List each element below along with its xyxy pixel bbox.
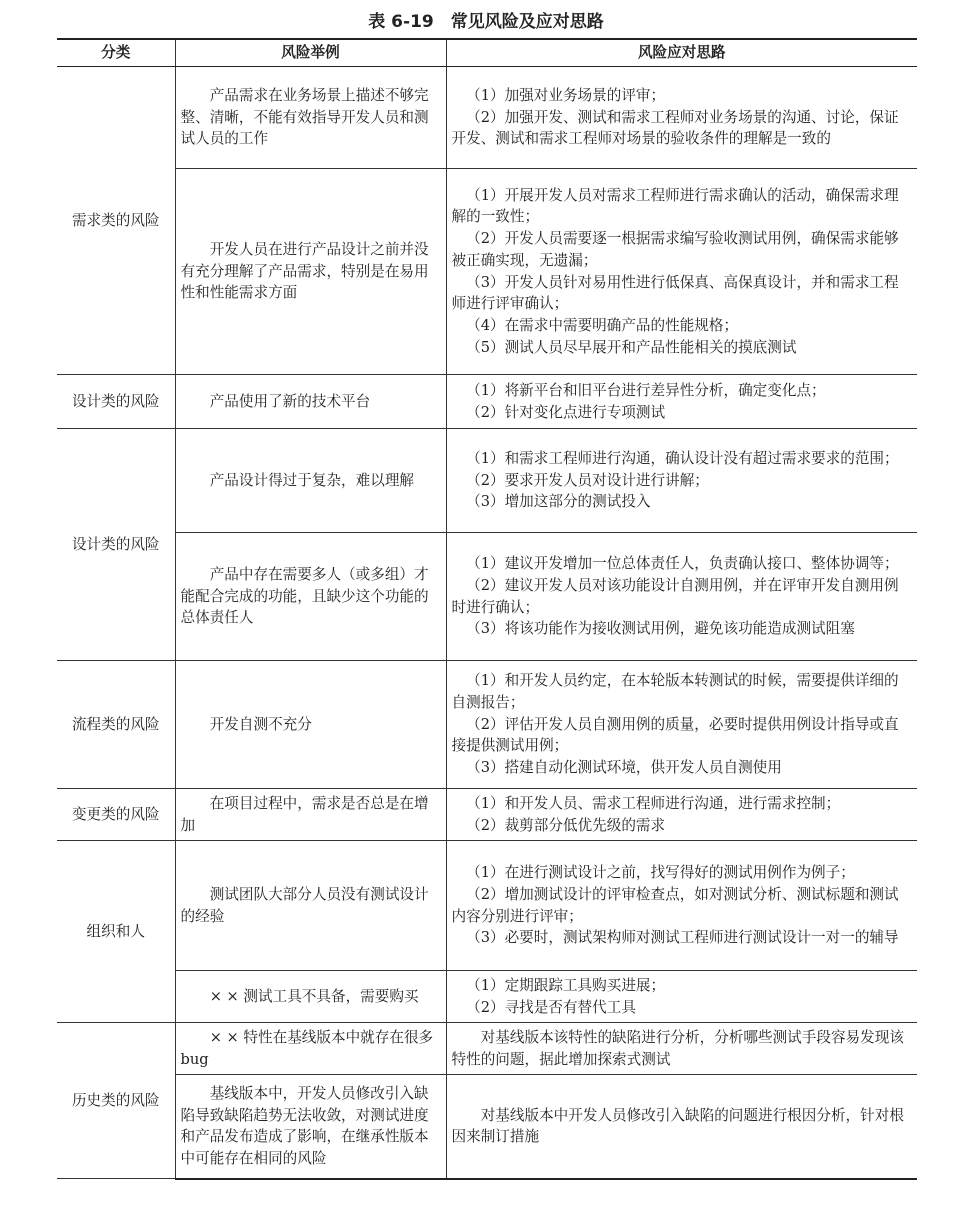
response-item: （2）建议开发人员对该功能设计自测用例，并在评审开发自测用例时进行确认；: [451, 576, 899, 616]
category-cell-history: 历史类的风险: [57, 1023, 175, 1179]
response-item: （1）开展开发人员对需求工程师进行需求确认的活动，确保需求理解的一致性；: [451, 186, 899, 226]
category-cell-design: 设计类的风险: [57, 375, 175, 429]
category-cell-change: 变更类的风险: [57, 789, 175, 841]
risk-example-text: 产品中存在需要多人（或多组）才能配合完成的功能，且缺少这个功能的总体责任人: [180, 565, 429, 627]
risk-response-cell: [446, 841, 917, 971]
table-row: [57, 375, 917, 429]
risk-example-text: 开发人员在进行产品设计之前并没有充分理解了产品需求，特别是在易用性和性能需求方面: [180, 240, 429, 302]
table-row: [57, 67, 917, 169]
table-caption: 表 6-19 常见风险及应对思路: [368, 12, 604, 32]
risk-example-cell: [175, 169, 446, 375]
risk-example-cell: [175, 67, 446, 169]
risk-response-cell: [446, 67, 917, 169]
response-item: （2）要求开发人员对设计进行讲解；: [466, 471, 709, 489]
response-item: （2）评估开发人员自测用例的质量，必要时提供用例设计指导或直接提供测试用例；: [451, 715, 899, 755]
risk-example-text: × × 特性在基线版本中就存在很多 bug: [180, 1028, 434, 1068]
risk-example-text: 基线版本中，开发人员修改引入缺陷导致缺陷趋势无法收敛，对测试进度和产品发布造成了影响，在继承性版本中可能存在相同的风险: [180, 1084, 429, 1167]
response-item: （2）裁剪部分低优先级的需求: [466, 816, 666, 834]
table-row: [57, 429, 917, 533]
response-item: （4）在需求中需要明确产品的性能规格；: [466, 316, 739, 334]
response-item: （1）和开发人员约定，在本轮版本转测试的时候，需要提供详细的自测报告；: [451, 672, 899, 711]
response-item: （1）和需求工程师进行沟通，确认设计没有超过需求要求的范围；: [466, 449, 899, 467]
response-item: （3）增加这部分的测试投入: [466, 493, 651, 511]
response-item: （3）搭建自动化测试环境，供开发人员自测使用: [466, 759, 782, 777]
table-row: [57, 789, 917, 841]
response-item: （5）测试人员尽早展开和产品性能相关的摸底测试: [466, 338, 797, 356]
risk-example-text: × × 测试工具不具备，需要购买: [209, 987, 419, 1005]
response-item: （1）建议开发增加一位总体责任人，负责确认接口、整体协调等；: [466, 555, 899, 573]
table-row: [57, 1023, 917, 1075]
risk-example-text: 测试团队大部分人员没有测试设计的经验: [180, 885, 429, 925]
risk-example-cell: [175, 1023, 446, 1075]
response-item: （1）加强对业务场景的评审；: [466, 86, 666, 104]
response-item: （2）开发人员需要逐一根据需求编写验收测试用例，确保需求能够被正确实现，无遗漏；: [451, 230, 899, 269]
response-item: （2）加强开发、测试和需求工程师对业务场景的沟通、讨论，保证开发、测试和需求工程师对场景的验收条件的理解是一致的: [451, 108, 899, 148]
table-row: [57, 1075, 917, 1179]
category-cell-requirements: 需求类的风险: [57, 67, 175, 375]
risk-example-cell: [175, 661, 446, 789]
response-item: （3）必要时，测试架构师对测试工程师进行测试设计一对一的辅导: [466, 929, 899, 947]
risk-example-text: 产品使用了新的技术平台: [209, 392, 371, 410]
response-item: （2）寻找是否有替代工具: [466, 998, 636, 1016]
response-item: （1）定期跟踪工具购买进展；: [466, 976, 666, 994]
risk-example-text: 在项目过程中，需求是否总是在增加: [180, 794, 429, 834]
table-row: [57, 971, 917, 1023]
header-response: 风险应对思路: [446, 39, 917, 67]
risk-response-cell: [446, 661, 917, 789]
category-cell-design-2: 设计类的风险: [57, 429, 175, 661]
risk-response-cell: [446, 971, 917, 1023]
response-item: （1）在进行测试设计之前，找写得好的测试用例作为例子；: [466, 864, 855, 882]
risk-example-text: 产品设计得过于复杂，难以理解: [209, 471, 415, 489]
risk-response-cell: [446, 1075, 917, 1179]
risk-example-text: 开发自测不充分: [209, 715, 312, 733]
risk-response-cell: [446, 789, 917, 841]
risk-example-cell: [175, 375, 446, 429]
header-example: 风险举例: [175, 39, 446, 67]
risk-example-cell: [175, 1075, 446, 1179]
risk-example-cell: [175, 971, 446, 1023]
risk-table: [57, 38, 917, 1180]
response-item: 对基线版本该特性的缺陷进行分析，分析哪些测试手段容易发现该特性的问题，据此增加探索式测试: [451, 1028, 904, 1068]
response-item: （2）增加测试设计的评审检查点，如对测试分析、测试标题和测试内容分别进行评审；: [451, 885, 899, 925]
table-row: [57, 169, 917, 375]
risk-example-cell: [175, 429, 446, 533]
risk-example-cell: [175, 841, 446, 971]
response-item: （3）将该功能作为接收测试用例，避免该功能造成测试阻塞: [466, 620, 855, 638]
response-item: （3）开发人员针对易用性进行低保真、高保真设计，并和需求工程师进行评审确认；: [451, 273, 899, 313]
risk-example-cell: [175, 533, 446, 661]
risk-example-text: 产品需求在业务场景上描述不够完整、清晰，不能有效指导开发人员和测试人员的工作: [180, 86, 429, 148]
table-row: [57, 841, 917, 971]
category-cell-organization: 组织和人: [57, 841, 175, 1023]
category-cell-process: 流程类的风险: [57, 661, 175, 789]
risk-response-cell: [446, 533, 917, 661]
risk-response-cell: [446, 1023, 917, 1075]
risk-response-cell: [446, 169, 917, 375]
risk-response-cell: [446, 429, 917, 533]
risk-response-cell: [446, 375, 917, 429]
response-item: 对基线版本中开发人员修改引入缺陷的问题进行根因分析，针对根因来制订措施: [451, 1106, 904, 1146]
table-header-row: [57, 39, 917, 67]
header-category: 分类: [57, 39, 175, 67]
response-item: （1）和开发人员、需求工程师进行沟通，进行需求控制；: [466, 794, 841, 812]
risk-example-cell: [175, 789, 446, 841]
table-row: [57, 661, 917, 789]
response-item: （1）将新平台和旧平台进行差异性分析，确定变化点；: [466, 381, 826, 399]
response-item: （2）针对变化点进行专项测试: [466, 403, 666, 421]
table-row: [57, 533, 917, 661]
